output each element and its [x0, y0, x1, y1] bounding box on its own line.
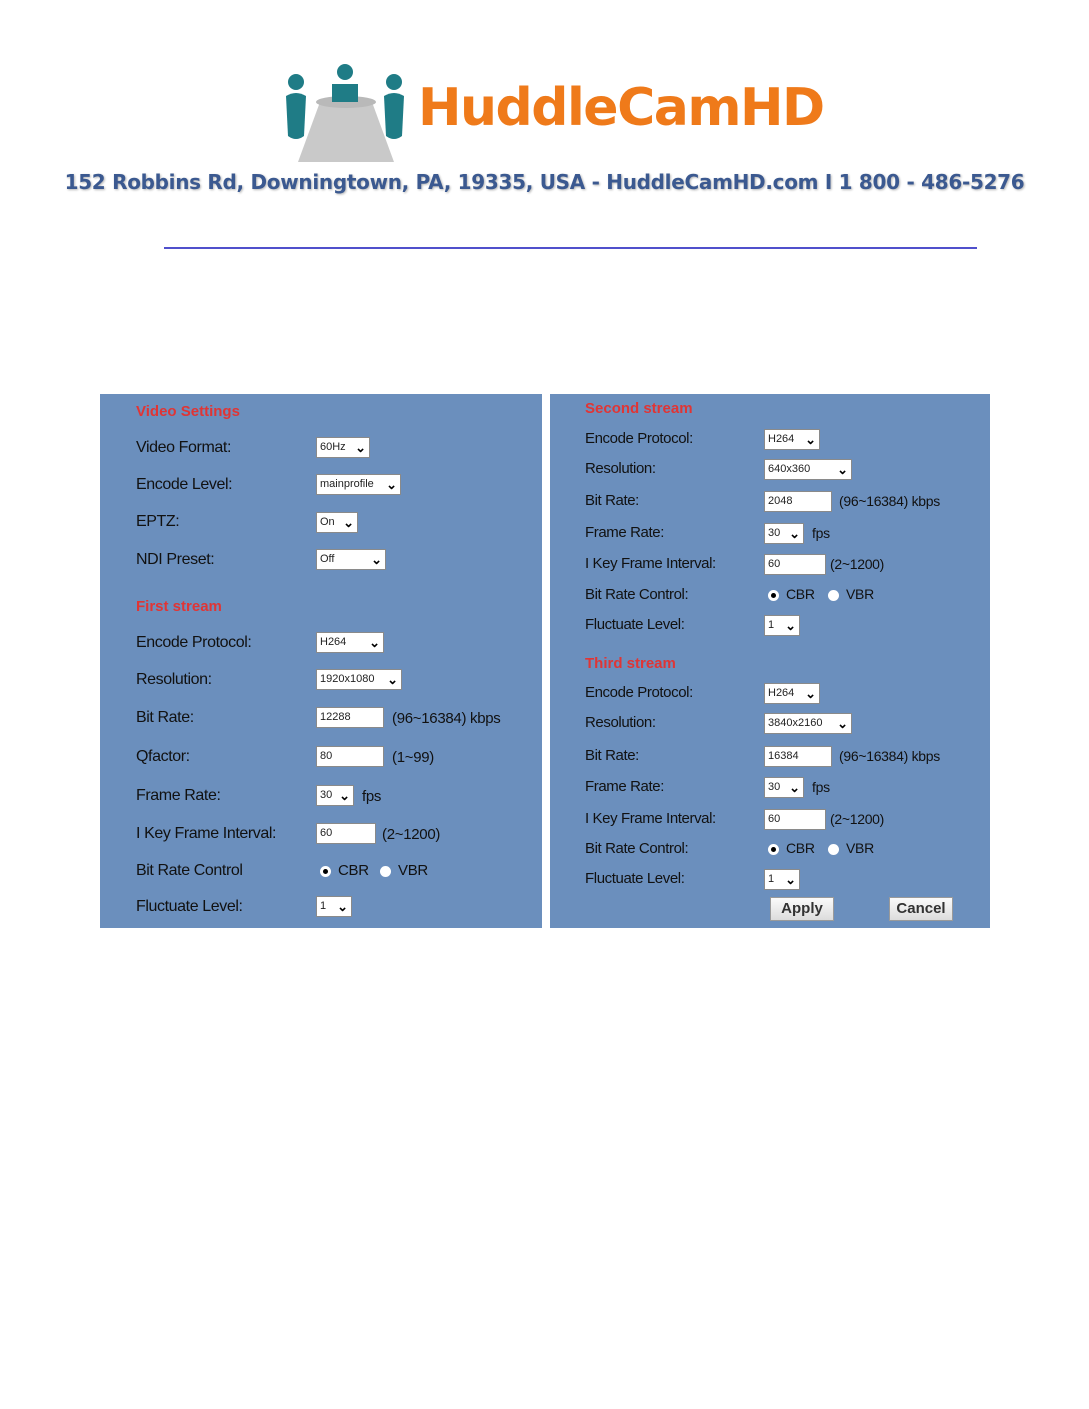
chevron-down-icon: ⌄ — [785, 618, 796, 633]
first-key-frame-hint: (2~1200) — [382, 826, 441, 843]
second-resolution-value: 640x360 — [768, 463, 811, 475]
chevron-down-icon: ⌄ — [339, 788, 350, 803]
chevron-down-icon: ⌄ — [387, 672, 398, 687]
first-bit-rate-hint: (96~16384) kbps — [392, 710, 501, 727]
third-bit-rate-control-label: Bit Rate Control: — [585, 840, 689, 857]
video-settings-title: Video Settings — [136, 403, 240, 420]
first-stream-title: First stream — [136, 598, 222, 615]
chevron-down-icon: ⌄ — [785, 872, 796, 887]
video-format-label: Video Format: — [136, 439, 231, 456]
second-fluctuate-label: Fluctuate Level: — [585, 616, 685, 633]
header-divider — [164, 247, 977, 249]
first-frame-rate-value: 30 — [320, 789, 333, 801]
third-key-frame-label: I Key Frame Interval: — [585, 810, 716, 827]
second-frame-rate-select[interactable] — [764, 523, 804, 544]
qfactor-hint: (1~99) — [392, 749, 434, 766]
chevron-down-icon: ⌄ — [371, 552, 382, 567]
second-key-frame-hint: (2~1200) — [830, 556, 885, 572]
third-fluctuate-value: 1 — [768, 873, 775, 885]
chevron-down-icon: ⌄ — [369, 635, 380, 650]
third-resolution-value: 3840x2160 — [768, 717, 823, 729]
third-frame-rate-value: 30 — [768, 781, 781, 793]
brand-name: HuddleCamHD — [418, 78, 824, 138]
first-resolution-value: 1920x1080 — [320, 673, 375, 685]
third-vbr-label: VBR — [846, 840, 874, 856]
second-encode-protocol-select[interactable] — [764, 429, 820, 450]
third-stream-title: Third stream — [585, 655, 676, 672]
video-format-select[interactable] — [316, 437, 370, 458]
panel-divider — [542, 394, 550, 928]
third-key-frame-input[interactable]: 60 — [764, 809, 826, 830]
chevron-down-icon: ⌄ — [337, 899, 348, 914]
chevron-down-icon: ⌄ — [805, 432, 816, 447]
encode-level-label: Encode Level: — [136, 476, 233, 493]
first-encode-protocol-select[interactable] — [316, 632, 384, 653]
first-bit-rate-input[interactable]: 12288 — [316, 707, 384, 728]
second-key-frame-label: I Key Frame Interval: — [585, 555, 716, 572]
second-resolution-select[interactable] — [764, 459, 852, 480]
encode-level-value: mainprofile — [320, 478, 374, 490]
third-frame-rate-select[interactable] — [764, 777, 804, 798]
first-fluctuate-value: 1 — [320, 900, 327, 912]
third-encode-protocol-select[interactable] — [764, 683, 820, 704]
second-fluctuate-value: 1 — [768, 619, 775, 631]
cancel-button[interactable]: Cancel — [889, 897, 953, 921]
chevron-down-icon: ⌄ — [386, 477, 397, 492]
company-address: 152 Robbins Rd, Downingtown, PA, 19335, USA - HuddleCamHD.com I 1 800 - 486-5276 — [64, 170, 1025, 194]
huddlecam-logo-icon — [276, 62, 416, 162]
apply-button[interactable]: Apply — [770, 897, 834, 921]
first-key-frame-input[interactable]: 60 — [316, 823, 376, 844]
first-vbr-label: VBR — [398, 862, 428, 879]
eptz-value: On — [320, 516, 335, 528]
first-resolution-label: Resolution: — [136, 671, 212, 688]
third-bit-rate-input[interactable]: 16384 — [764, 746, 832, 767]
second-encode-protocol-value: H264 — [768, 433, 795, 445]
second-key-frame-input[interactable]: 60 — [764, 554, 826, 575]
second-bit-rate-input[interactable]: 2048 — [764, 491, 832, 512]
first-vbr-radio[interactable] — [380, 866, 391, 877]
third-vbr-radio[interactable] — [828, 844, 839, 855]
video-format-value: 60Hz — [320, 441, 346, 453]
third-bit-rate-hint: (96~16384) kbps — [839, 748, 940, 764]
ndi-preset-label: NDI Preset: — [136, 551, 215, 568]
third-resolution-label: Resolution: — [585, 714, 656, 731]
first-fluctuate-select[interactable] — [316, 896, 352, 917]
first-cbr-label: CBR — [338, 862, 369, 879]
third-bit-rate-label: Bit Rate: — [585, 747, 639, 764]
second-bit-rate-label: Bit Rate: — [585, 492, 639, 509]
first-encode-protocol-label: Encode Protocol: — [136, 634, 252, 651]
ndi-preset-select[interactable] — [316, 549, 386, 570]
second-vbr-label: VBR — [846, 586, 874, 602]
second-encode-protocol-label: Encode Protocol: — [585, 430, 693, 447]
third-fluctuate-select[interactable] — [764, 869, 800, 890]
first-encode-protocol-value: H264 — [320, 636, 347, 648]
third-encode-protocol-value: H264 — [768, 687, 795, 699]
third-encode-protocol-label: Encode Protocol: — [585, 684, 693, 701]
second-frame-rate-value: 30 — [768, 527, 781, 539]
chevron-down-icon: ⌄ — [343, 515, 354, 530]
third-key-frame-hint: (2~1200) — [830, 811, 885, 827]
ndi-preset-value: Off — [320, 553, 335, 565]
chevron-down-icon: ⌄ — [837, 462, 848, 477]
third-cbr-radio[interactable] — [768, 844, 779, 855]
second-bit-rate-control-label: Bit Rate Control: — [585, 586, 689, 603]
second-stream-title: Second stream — [585, 400, 693, 417]
second-resolution-label: Resolution: — [585, 460, 656, 477]
third-resolution-select[interactable] — [764, 713, 852, 734]
chevron-down-icon: ⌄ — [805, 686, 816, 701]
chevron-down-icon: ⌄ — [355, 440, 366, 455]
third-frame-rate-label: Frame Rate: — [585, 778, 664, 795]
first-bit-rate-control-label: Bit Rate Control — [136, 862, 243, 879]
second-fluctuate-select[interactable] — [764, 615, 800, 636]
first-key-frame-label: I Key Frame Interval: — [136, 825, 277, 842]
first-frame-rate-unit: fps — [362, 788, 382, 805]
eptz-select[interactable] — [316, 512, 358, 533]
second-frame-rate-label: Frame Rate: — [585, 524, 664, 541]
first-frame-rate-label: Frame Rate: — [136, 787, 221, 804]
first-bit-rate-label: Bit Rate: — [136, 709, 194, 726]
third-frame-rate-unit: fps — [812, 779, 830, 795]
second-vbr-radio[interactable] — [828, 590, 839, 601]
chevron-down-icon: ⌄ — [837, 716, 848, 731]
first-cbr-radio[interactable] — [320, 866, 331, 877]
second-cbr-label: CBR — [786, 586, 815, 602]
second-bit-rate-hint: (96~16384) kbps — [839, 493, 940, 509]
chevron-down-icon: ⌄ — [789, 780, 800, 795]
qfactor-input[interactable]: 80 — [316, 746, 384, 767]
first-fluctuate-label: Fluctuate Level: — [136, 898, 243, 915]
eptz-label: EPTZ: — [136, 513, 180, 530]
encode-level-select[interactable] — [316, 474, 401, 495]
first-resolution-select[interactable] — [316, 669, 402, 690]
qfactor-label: Qfactor: — [136, 748, 190, 765]
second-cbr-radio[interactable] — [768, 590, 779, 601]
first-frame-rate-select[interactable] — [316, 785, 354, 806]
second-frame-rate-unit: fps — [812, 525, 830, 541]
third-cbr-label: CBR — [786, 840, 815, 856]
third-fluctuate-label: Fluctuate Level: — [585, 870, 685, 887]
chevron-down-icon: ⌄ — [789, 526, 800, 541]
